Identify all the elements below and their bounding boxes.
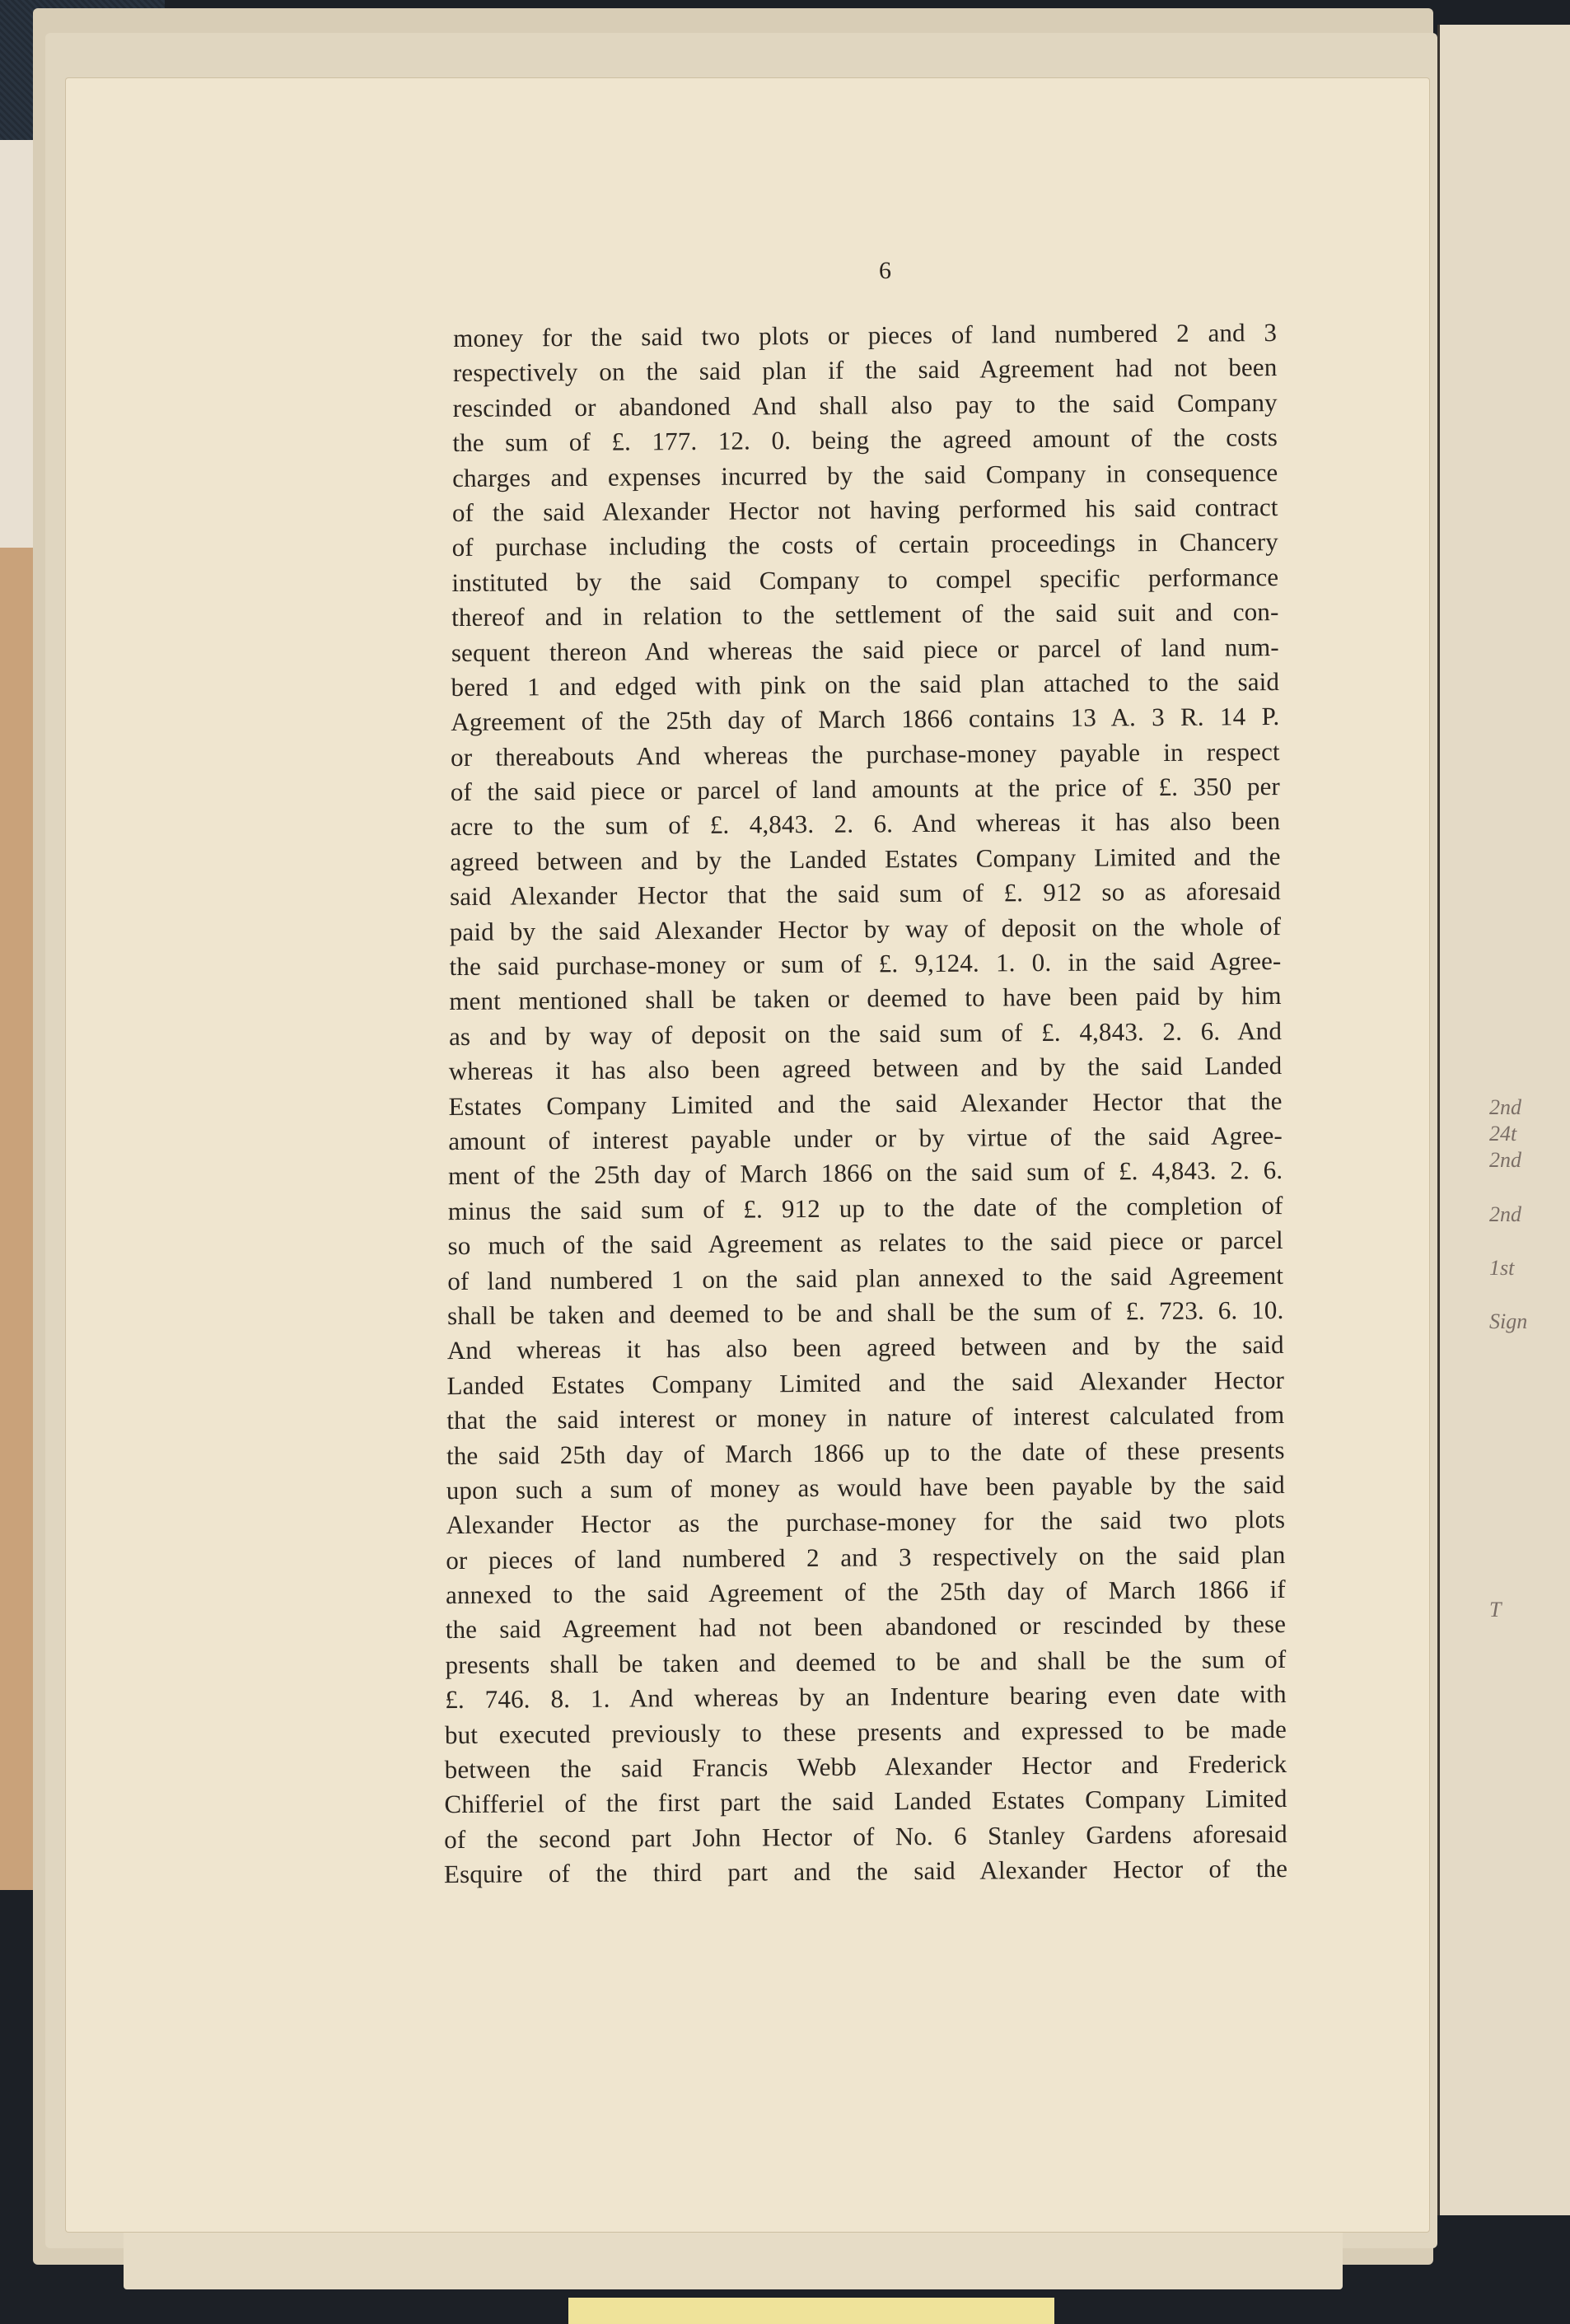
text-line: the said 25th day of March 1866 up to the date of these presents — [446, 1435, 1285, 1470]
adjacent-page-fragment: 2nd — [1489, 1202, 1521, 1226]
text-line: the sum of £. 177. 12. 0. being the agreed amount of the costs — [452, 422, 1278, 458]
adjacent-page — [1437, 25, 1570, 2215]
text-line: Landed Estates Company Limited and the said Alexander Hector — [446, 1365, 1285, 1400]
text-line: of land numbered 1 on the said plan annexed to the said Agreement — [447, 1260, 1284, 1295]
text-line: but executed previously to these presents and expressed to be made — [444, 1714, 1287, 1749]
adjacent-page-fragment: 1st — [1489, 1256, 1515, 1280]
text-line: money for the said two plots or pieces of land numbered 2 and 3 — [453, 318, 1278, 352]
text-line: paid by the said Alexander Hector by way of deposit on the whole of — [449, 911, 1282, 946]
text-line: ment of the 25th day of March 1866 on the said sum of £. 4,843. 2. 6. — [447, 1155, 1283, 1191]
text-line: rescinded or abandoned And shall also pay to the said Company — [452, 387, 1278, 422]
text-line: And whereas it has also been agreed between and by the said — [446, 1330, 1284, 1365]
bottom-tab — [568, 2298, 1054, 2324]
text-line: annexed to the said Agreement of the 25th day of March 1866 if — [445, 1575, 1286, 1610]
text-line: or pieces of land numbered 2 and 3 respectively on the said plan — [446, 1539, 1286, 1575]
text-line: or thereabouts And whereas the purchase-money payable in respect — [450, 736, 1280, 772]
text-line: the said purchase-money or sum of £. 9,124. 1. 0. in the said Agree- — [449, 946, 1282, 982]
text-line: agreed between and by the Landed Estates Company Limited and the — [450, 841, 1281, 876]
text-line: instituted by the said Company to compel specific performance — [451, 562, 1279, 597]
text-line: bered 1 and edged with pink on the said plan attached to the said — [451, 666, 1280, 702]
text-line: as and by way of deposit on the said sum of £. 4,843. 2. 6. And — [448, 1015, 1283, 1051]
text-line: whereas it has also been agreed between and by the said Landed — [448, 1051, 1283, 1086]
adjacent-page-fragment: 2nd — [1489, 1095, 1521, 1119]
text-line: charges and expenses incurred by the said Company in consequence — [452, 457, 1278, 492]
text-line: that the said interest or money in nature of interest calculated from — [446, 1400, 1285, 1435]
text-line: of the said piece or parcel of land amounts at the price of £. 350 per — [450, 772, 1281, 807]
text-line: Agreement of the 25th day of March 1866 contains 13 A. 3 R. 14 P. — [451, 702, 1280, 737]
body-text — [443, 315, 1288, 1892]
text-line: ment mentioned shall be taken or deemed to have been paid by him — [449, 981, 1282, 1016]
text-line: acre to the sum of £. 4,843. 2. 6. And whereas it has also been — [450, 806, 1281, 842]
adjacent-page-fragment: Sign — [1489, 1309, 1528, 1333]
adjacent-page-fragment: 2nd — [1489, 1148, 1521, 1172]
text-line: Estates Company Limited and the said Alexander Hector that the — [448, 1085, 1283, 1121]
adjacent-page-fragment: T — [1489, 1598, 1502, 1622]
text-line: the said Agreement had not been abandoned or rescinded by these — [445, 1609, 1287, 1645]
text-line: said Alexander Hector that the said sum of £. 912 so as aforesaid — [449, 876, 1281, 912]
page-number: 6 — [879, 257, 891, 284]
text-line: sequent thereon And whereas the said piece or parcel of land num- — [451, 632, 1279, 667]
text-line: minus the said sum of £. 912 up to the date of the completion of — [447, 1190, 1283, 1225]
text-line: £. 746. 8. 1. And whereas by an Indenture bearing even date with — [445, 1679, 1287, 1715]
adjacent-page-fragment: 24t — [1489, 1122, 1517, 1146]
text-line: between the said Francis Webb Alexander Hector and Frederick — [444, 1748, 1287, 1785]
text-line: thereof and in relation to the settlement of the said suit and con- — [451, 597, 1279, 632]
text-line: Esquire of the third part and the said Alexander Hector of the — [443, 1854, 1288, 1889]
text-line: of the said Alexander Hector not having performed his said contract — [451, 492, 1278, 527]
text-line: Alexander Hector as the purchase-money for the said two plots — [446, 1505, 1286, 1540]
text-line: respectively on the said plan if the said Agreement had not been — [452, 352, 1278, 388]
text-line: of the second part John Hector of No. 6 Stanley Gardens aforesaid — [444, 1818, 1287, 1854]
text-line: amount of interest payable under or by virtue of the said Agree- — [448, 1120, 1283, 1156]
text-line: upon such a sum of money as would have been payable by the said — [446, 1469, 1286, 1505]
text-line: presents shall be taken and deemed to be and shall be the sum of — [445, 1644, 1287, 1679]
text-line: so much of the said Agreement as relates to the said piece or parcel — [447, 1225, 1283, 1261]
text-line: shall be taken and deemed to be and shall be the sum of £. 723. 6. 10. — [446, 1295, 1284, 1331]
text-line: of purchase including the costs of certain proceedings in Chancery — [451, 527, 1279, 562]
text-line: Chifferiel of the first part the said Landed Estates Company Limited — [444, 1784, 1287, 1819]
